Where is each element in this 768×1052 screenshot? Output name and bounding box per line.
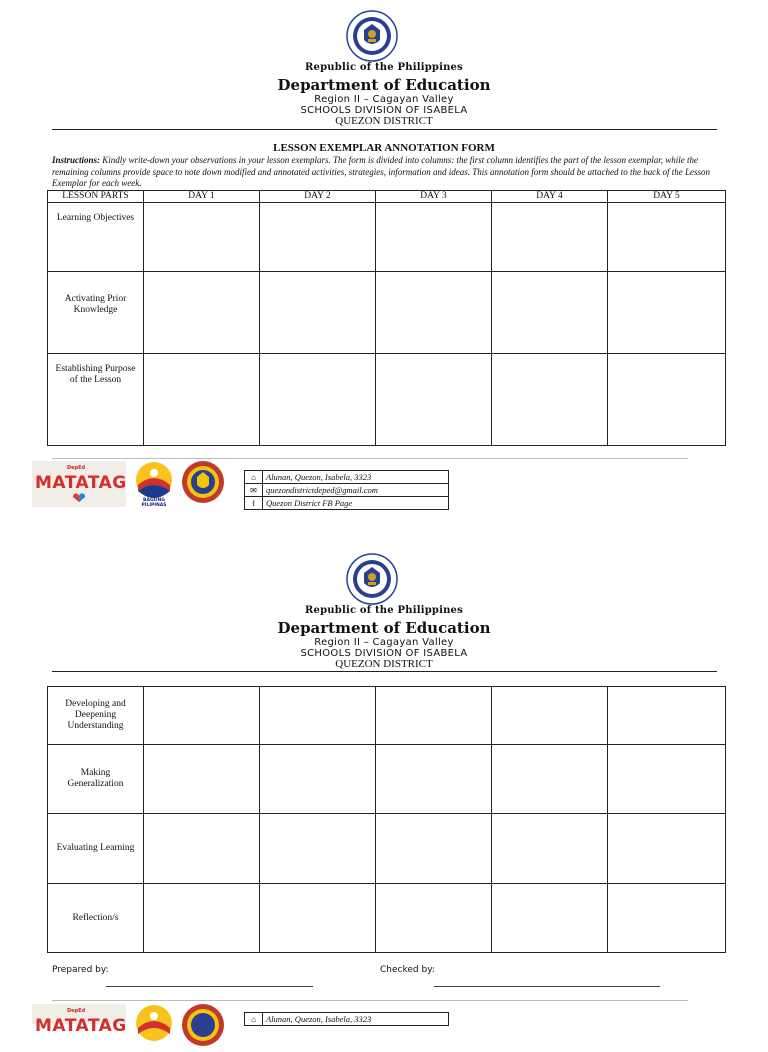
annotation-cell[interactable] <box>608 745 726 814</box>
district-seal-icon <box>181 460 225 504</box>
instructions-label: Instructions: <box>52 155 101 165</box>
annotation-cell[interactable] <box>492 814 608 884</box>
lesson-part-label: Reflection/s <box>48 884 144 953</box>
annotation-cell[interactable] <box>608 203 726 272</box>
division-label: SCHOOLS DIVISION OF ISABELA <box>300 648 468 659</box>
footer-divider <box>52 1000 688 1001</box>
table-row <box>48 354 726 446</box>
republic-label: Republic of the Philippines <box>305 605 463 616</box>
lesson-part-label: Making Generalization <box>48 745 144 814</box>
division-label: SCHOOLS DIVISION OF ISABELA <box>300 105 468 116</box>
annotation-cell[interactable] <box>608 272 726 354</box>
republic-label: Republic of the Philippines <box>305 62 463 73</box>
annotation-cell[interactable] <box>376 272 492 354</box>
prepared-by-signature-line[interactable] <box>106 986 313 987</box>
contact-email[interactable]: quezondistrictdeped@gmail.com <box>263 484 449 497</box>
contact-table <box>244 1012 449 1026</box>
annotation-cell[interactable] <box>492 272 608 354</box>
instructions <box>52 155 712 190</box>
district-seal-wrapper <box>181 1003 225 1024</box>
annotation-cell[interactable] <box>144 203 260 272</box>
annotation-cell[interactable] <box>260 884 376 953</box>
table-header-row <box>48 191 726 203</box>
annotation-cell[interactable] <box>144 354 260 446</box>
building-icon: ⌂ <box>245 471 263 484</box>
matatag-logo <box>32 1004 127 1036</box>
building-icon: ⌂ <box>245 1013 263 1026</box>
annotation-cell[interactable] <box>492 203 608 272</box>
annotation-cell[interactable] <box>492 687 608 745</box>
annotation-cell[interactable] <box>260 272 376 354</box>
contact-fb[interactable]: Quezon District FB Page <box>263 497 449 510</box>
col-header-day-2: DAY 2 <box>260 191 376 203</box>
district-label: QUEZON DISTRICT <box>335 658 433 670</box>
annotation-cell[interactable] <box>376 354 492 446</box>
annotation-cell[interactable] <box>376 687 492 745</box>
bagong-pilipinas-logo <box>130 461 178 507</box>
region-label: Region II – Cagayan Valley <box>314 94 454 105</box>
header-divider <box>52 129 717 130</box>
bagong-pilipinas-icon <box>134 1004 174 1042</box>
annotation-cell[interactable] <box>608 814 726 884</box>
table-row <box>48 687 726 745</box>
annotation-cell[interactable] <box>144 272 260 354</box>
deped-seal-icon <box>346 10 398 62</box>
annotation-cell[interactable] <box>608 354 726 446</box>
annotation-cell[interactable] <box>260 745 376 814</box>
table-row <box>48 272 726 354</box>
annotation-cell[interactable] <box>144 745 260 814</box>
email-icon: ✉ <box>245 484 263 497</box>
table-row <box>48 203 726 272</box>
annotation-cell[interactable] <box>260 354 376 446</box>
bagong-pilipinas-logo <box>130 1004 178 1024</box>
annotation-cell[interactable] <box>376 203 492 272</box>
district-seal-icon <box>181 1003 225 1047</box>
bagong-pilipinas-label: BAGONG PILIPINAS <box>141 498 167 508</box>
department-title: Department of Education <box>277 619 491 637</box>
district-label: QUEZON DISTRICT <box>335 115 433 127</box>
col-header-day-1: DAY 1 <box>144 191 260 203</box>
prepared-by-label: Prepared by: <box>52 965 109 975</box>
annotation-table-page2 <box>47 686 726 953</box>
annotation-cell[interactable] <box>608 687 726 745</box>
region-label: Region II – Cagayan Valley <box>314 637 454 648</box>
contact-address: Alunan, Quezon, Isabela, 3323 <box>263 471 449 484</box>
checked-by-label: Checked by: <box>380 965 435 975</box>
contact-table <box>244 470 449 510</box>
col-header-lesson-parts: LESSON PARTS <box>48 191 144 203</box>
lesson-part-label: Activating Prior Knowledge <box>48 272 144 354</box>
table-row <box>48 745 726 814</box>
page1-header <box>0 0 768 130</box>
checked-by-signature-line[interactable] <box>434 986 660 987</box>
annotation-cell[interactable] <box>376 814 492 884</box>
deped-seal-icon <box>346 553 398 605</box>
table-row <box>48 814 726 884</box>
instructions-text: Kindly write-down your observations in your lesson exemplars. The form is divided into columns: the first column identifies the part of the lesson exemplar, while the remaining columns provide space to note down modified and annotated activities, strategies, information and ideas. This annotation form should be attached to the back of the Lesson Exemplar for each week. <box>52 155 711 188</box>
header-divider <box>52 671 717 672</box>
annotation-cell[interactable] <box>492 354 608 446</box>
lesson-part-label: Developing and Deepening Understanding <box>48 687 144 745</box>
annotation-cell[interactable] <box>144 884 260 953</box>
annotation-cell[interactable] <box>376 745 492 814</box>
lesson-part-label: Evaluating Learning <box>48 814 144 884</box>
heart-icon <box>72 494 86 502</box>
annotation-cell[interactable] <box>260 814 376 884</box>
contact-address: Alunan, Quezon, Isabela, 3323 <box>263 1013 449 1026</box>
table-row <box>48 884 726 953</box>
col-header-day-4: DAY 4 <box>492 191 608 203</box>
bagong-pilipinas-icon <box>134 461 174 499</box>
annotation-cell[interactable] <box>376 884 492 953</box>
col-header-day-3: DAY 3 <box>376 191 492 203</box>
facebook-icon: f <box>245 497 263 510</box>
deped-mark: DepEd <box>67 465 86 471</box>
col-header-day-5: DAY 5 <box>608 191 726 203</box>
page2-header <box>0 543 768 673</box>
annotation-cell[interactable] <box>260 203 376 272</box>
deped-mark: DepEd <box>67 1008 86 1014</box>
matatag-wordmark: MATATAG <box>35 1016 127 1036</box>
department-title: Department of Education <box>277 76 491 94</box>
matatag-wordmark: MATATAG <box>35 473 127 493</box>
lesson-part-label: Establishing Purpose of the Lesson <box>48 354 144 446</box>
annotation-cell[interactable] <box>144 687 260 745</box>
annotation-cell[interactable] <box>492 745 608 814</box>
annotation-table-page1 <box>47 190 726 446</box>
annotation-cell[interactable] <box>608 884 726 953</box>
lesson-part-label: Learning Objectives <box>48 203 144 272</box>
annotation-cell[interactable] <box>492 884 608 953</box>
annotation-cell[interactable] <box>144 814 260 884</box>
annotation-cell[interactable] <box>260 687 376 745</box>
form-title: LESSON EXEMPLAR ANNOTATION FORM <box>273 142 495 154</box>
matatag-logo <box>32 461 126 507</box>
footer-divider <box>52 458 688 459</box>
